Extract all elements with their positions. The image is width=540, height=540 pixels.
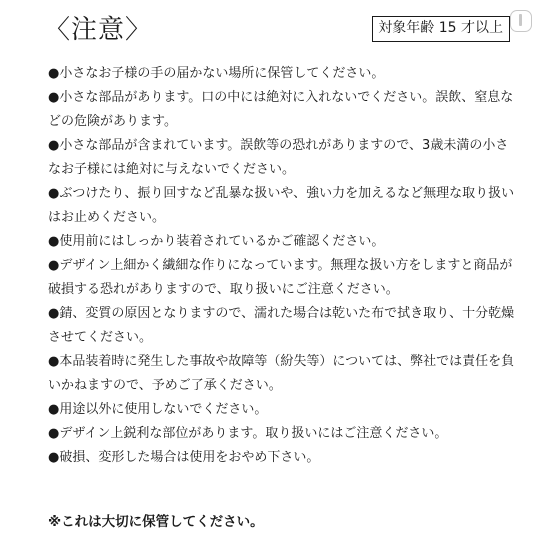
caution-item: ●小さな部品が含まれています。誤飲等の恐れがありますので、3歳未満の小さなお子様には絶対に与えないでください。 <box>48 138 509 177</box>
page-title: 〈注意〉 <box>44 15 153 45</box>
caution-item: ●本品装着時に発生した事故や故障等（紛失等）については、弊社では責任を負いかねますので、予めご了承ください。 <box>48 354 515 393</box>
caution-item: ●破損、変形した場合は使用をおやめ下さい。 <box>48 450 320 465</box>
caution-item: ●デザイン上鋭利な部位があります。取り扱いにはご注意ください。 <box>48 426 448 441</box>
age-rating-badge: 対象年齢 15 才以上 <box>372 16 510 42</box>
caution-item: ●ぶつけたり、振り回すなど乱暴な扱いや、強い力を加えるなど無理な取り扱いはお止めください。 <box>48 186 515 225</box>
caution-list <box>48 62 518 470</box>
caution-item: ●デザイン上細かく繊細な作りになっています。無理な扱い方をしますと商品が破損する恐れがありますので、取り扱いにご注意ください。 <box>48 258 513 297</box>
caution-item: ●用途以外に使用しないでください。 <box>48 402 268 417</box>
caution-item: ●小さなお子様の手の届かない場所に保管してください。 <box>48 66 385 81</box>
caution-item: ●使用前にはしっかり装着されているかご確認ください。 <box>48 234 385 249</box>
corner-badge-icon <box>510 10 532 32</box>
storage-reminder: ※これは大切に保管してください。 <box>48 514 264 530</box>
caution-item: ●小さな部品があります。口の中には絶対に入れないでください。誤飲、窒息などの危険があります。 <box>48 90 514 129</box>
document-header <box>44 10 510 50</box>
caution-item: ●錆、変質の原因となりますので、濡れた場合は乾いた布で拭き取り、十分乾燥させてください。 <box>48 306 515 345</box>
